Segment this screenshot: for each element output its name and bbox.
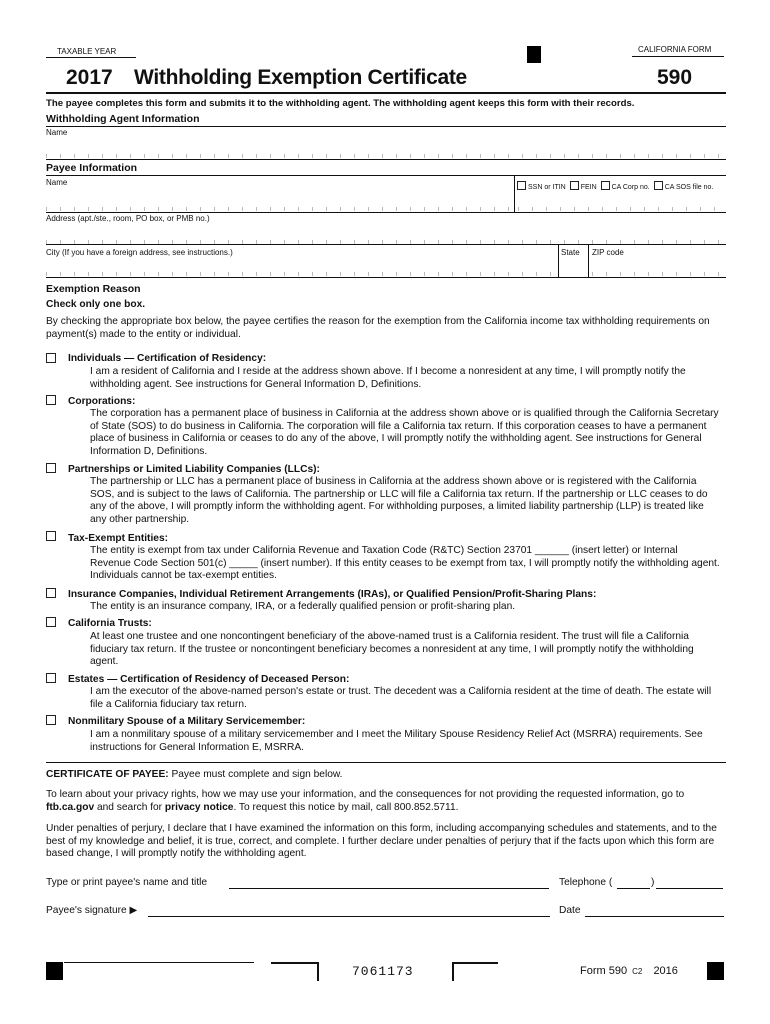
california-trusts-body: At least one trustee and one noncontingent beneficiary of the above-named trust is a California resident. The trust will file a California fiduciary tax return. If the trustee or noncontingent beneficiary becomes a nonresident at any time, I will promptly notify the withholding agent. bbox=[90, 631, 694, 667]
payee-state-label: State bbox=[561, 248, 580, 257]
state-divider bbox=[558, 244, 559, 277]
payee-name-bottom-rule bbox=[46, 212, 726, 213]
ssn-checkbox[interactable] bbox=[517, 181, 526, 190]
date-field[interactable] bbox=[585, 904, 724, 917]
footer-form-text: Form 590 bbox=[580, 965, 628, 977]
tax-exempt-checkbox[interactable] bbox=[46, 531, 56, 541]
telephone-close: ) bbox=[651, 877, 655, 888]
footer-left-rule bbox=[64, 962, 254, 963]
exemption-subheading: Check only one box. bbox=[46, 299, 146, 310]
date-label: Date bbox=[559, 905, 581, 916]
privacy-text-3: . To request this notice by mail, call 800.852.5711. bbox=[233, 801, 459, 813]
tax-exempt-title: Tax-Exempt Entities: bbox=[68, 533, 169, 544]
privacy-link[interactable]: ftb.ca.gov bbox=[46, 801, 95, 813]
agent-heading: Withholding Agent Information bbox=[46, 113, 200, 125]
footer-revision: 2016 bbox=[653, 965, 678, 977]
registration-mark bbox=[527, 46, 541, 63]
individuals-body: I am a resident of California and I reside at the address shown above. If I become a nonresident at any time, I will promptly notify the withholding agent. See instructions for General Information D, Definitions. bbox=[90, 366, 686, 390]
payee-id-divider bbox=[514, 175, 515, 213]
footer-bracket-right bbox=[452, 962, 498, 981]
payee-top-rule bbox=[46, 175, 726, 176]
military-spouse-body: I am a nonmilitary spouse of a military servicemember and I meet the Military Spouse Residency Relief Act (MSRRA) requirements. See instructions for General Information E, MSRRA. bbox=[90, 729, 703, 753]
payee-zip-field[interactable] bbox=[592, 270, 726, 276]
footer-code: 7061173 bbox=[352, 964, 414, 979]
telephone-area-field[interactable] bbox=[617, 876, 650, 889]
insurance-checkbox[interactable] bbox=[46, 588, 56, 598]
name-title-field[interactable] bbox=[229, 876, 549, 889]
agent-name-field[interactable] bbox=[46, 152, 726, 158]
footer-bracket-left bbox=[271, 962, 319, 981]
fein-checkbox[interactable] bbox=[570, 181, 579, 190]
corporations-title: Corporations: bbox=[68, 396, 136, 407]
individuals-checkbox[interactable] bbox=[46, 353, 56, 363]
privacy-bold: privacy notice bbox=[164, 801, 234, 813]
payee-id-options bbox=[517, 181, 713, 191]
privacy-text-1: To learn about your privacy rights, how we may use your information, and the consequences for not providing the requested information, go to bbox=[46, 789, 685, 800]
corporations-body: The corporation has a permanent place of business in California at the address shown above or is qualified through the California Secretary of State (SOS) to do business in California. The corporation will file a California tax return. If this corporation ceases to have a permanent place of business in California or ceases to do any of the above, I will promptly notify the withholding agent. See instructions for General Information D, Definitions. bbox=[90, 408, 719, 457]
payee-bottom-rule bbox=[46, 277, 726, 278]
estates-body: I am the executor of the above-named person's estate or trust. The decedent was a California resident at the time of death. The estate will file a California fiduciary tax return. bbox=[90, 686, 712, 710]
fein-label: FEIN bbox=[580, 184, 597, 191]
insurance-body: The entity is an insurance company, IRA, or a federally qualified pension or profit-sharing plan. bbox=[90, 601, 516, 612]
california-form-line bbox=[632, 56, 724, 57]
signature-field[interactable] bbox=[148, 904, 550, 917]
military-spouse-checkbox[interactable] bbox=[46, 715, 56, 725]
exemption-intro: By checking the appropriate box below, the payee certifies the reason for the exemption from the California income tax withholding requirements on payment(s) made to the entity or individual. bbox=[46, 316, 710, 340]
taxable-year-line bbox=[46, 57, 136, 58]
california-form-label: CALIFORNIA FORM bbox=[638, 45, 712, 54]
taxable-year-label: TAXABLE YEAR bbox=[57, 47, 117, 56]
agent-name-label: Name bbox=[46, 128, 68, 137]
perjury-statement: Under penalties of perjury, I declare that I have examined the information on this form, including accompanying schedules and statements, and to the best of my knowledge and belief, it is true, correct, and complete. I further declare under penalties of perjury that if the facts upon which this form are based change, I will promptly notify the withholding agent. bbox=[46, 823, 717, 859]
certificate-heading-rest: Payee must complete and sign below. bbox=[168, 769, 343, 780]
form-number: 590 bbox=[657, 66, 693, 89]
estates-title: Estates — Certification of Residency of Deceased Person: bbox=[68, 674, 350, 685]
privacy-text-2: and search for bbox=[94, 801, 165, 813]
footer-form-suffix: C2 bbox=[632, 967, 643, 976]
header-intro: The payee completes this form and submits it to the withholding agent. The withholding agent keeps this form with their records. bbox=[46, 98, 635, 109]
individuals-title: Individuals — Certification of Residency: bbox=[68, 353, 267, 364]
form-year: 2017 bbox=[66, 66, 113, 89]
title-rule bbox=[46, 92, 726, 94]
footer-registration-mark-right bbox=[707, 962, 724, 980]
payee-address-bottom-rule bbox=[46, 244, 726, 245]
certificate-heading bbox=[46, 769, 343, 780]
footer-form-label bbox=[580, 965, 678, 977]
page-title: Withholding Exemption Certificate bbox=[134, 66, 467, 89]
corporations-checkbox[interactable] bbox=[46, 395, 56, 405]
certificate-top-rule bbox=[46, 762, 726, 763]
insurance-title: Insurance Companies, Individual Retirement Arrangements (IRAs), or Qualified Pension/Profit-Sharing Plans: bbox=[68, 589, 597, 600]
agent-bottom-rule bbox=[46, 159, 726, 160]
military-spouse-title: Nonmilitary Spouse of a Military Servicemember: bbox=[68, 716, 306, 727]
agent-top-rule bbox=[46, 126, 726, 127]
payee-heading: Payee Information bbox=[46, 162, 138, 174]
ca-sos-checkbox[interactable] bbox=[654, 181, 663, 190]
certificate-heading-bold: CERTIFICATE OF PAYEE: bbox=[46, 769, 169, 780]
footer-registration-mark-left bbox=[46, 962, 63, 980]
payee-city-label: City (If you have a foreign address, see instructions.) bbox=[46, 248, 233, 257]
california-trusts-title: California Trusts: bbox=[68, 618, 152, 629]
tax-exempt-body: The entity is exempt from tax under California Revenue and Taxation Code (R&TC) Section 23701 ______ (insert letter) or Internal Revenue Code Section 501(c) _____ (insert number). If this entity ceases to be exempt from tax, I will promptly notify the withholding agent. Individuals cannot be tax-exempt entities. bbox=[90, 545, 720, 581]
telephone-label: Telephone ( bbox=[559, 877, 613, 888]
signature-label: Payee's signature ▶ bbox=[46, 905, 138, 916]
ca-sos-label: CA SOS file no. bbox=[664, 184, 714, 191]
partnerships-title: Partnerships or Limited Liability Companies (LLCs): bbox=[68, 464, 320, 475]
payee-id-field[interactable] bbox=[518, 205, 726, 211]
ssn-label: SSN or ITIN bbox=[528, 184, 566, 191]
payee-address-label: Address (apt./ste., room, PO box, or PMB no.) bbox=[46, 214, 210, 223]
payee-city-field[interactable] bbox=[46, 270, 556, 276]
name-title-label: Type or print payee's name and title bbox=[46, 877, 208, 888]
telephone-field[interactable] bbox=[656, 876, 723, 889]
payee-name-field[interactable] bbox=[46, 205, 512, 211]
privacy-notice bbox=[46, 789, 726, 814]
payee-zip-label: ZIP code bbox=[592, 248, 624, 257]
partnerships-checkbox[interactable] bbox=[46, 463, 56, 473]
partnerships-body: The partnership or LLC has a permanent place of business in California at the address shown above or is registered with the California SOS, and is subject to the laws of California. The partnership or LLC will file a California tax return. If the partnership or LLC ceases to do any of the above, I will promptly inform the withholding agent. For withholding purposes, a limited liability partnership (LLP) is treated like any other partnership. bbox=[90, 476, 708, 525]
estates-checkbox[interactable] bbox=[46, 673, 56, 683]
california-trusts-checkbox[interactable] bbox=[46, 617, 56, 627]
zip-divider bbox=[588, 244, 589, 277]
ca-corp-label: CA Corp no. bbox=[611, 184, 650, 191]
ca-corp-checkbox[interactable] bbox=[601, 181, 610, 190]
exemption-heading: Exemption Reason bbox=[46, 283, 141, 295]
payee-name-label: Name bbox=[46, 178, 68, 187]
